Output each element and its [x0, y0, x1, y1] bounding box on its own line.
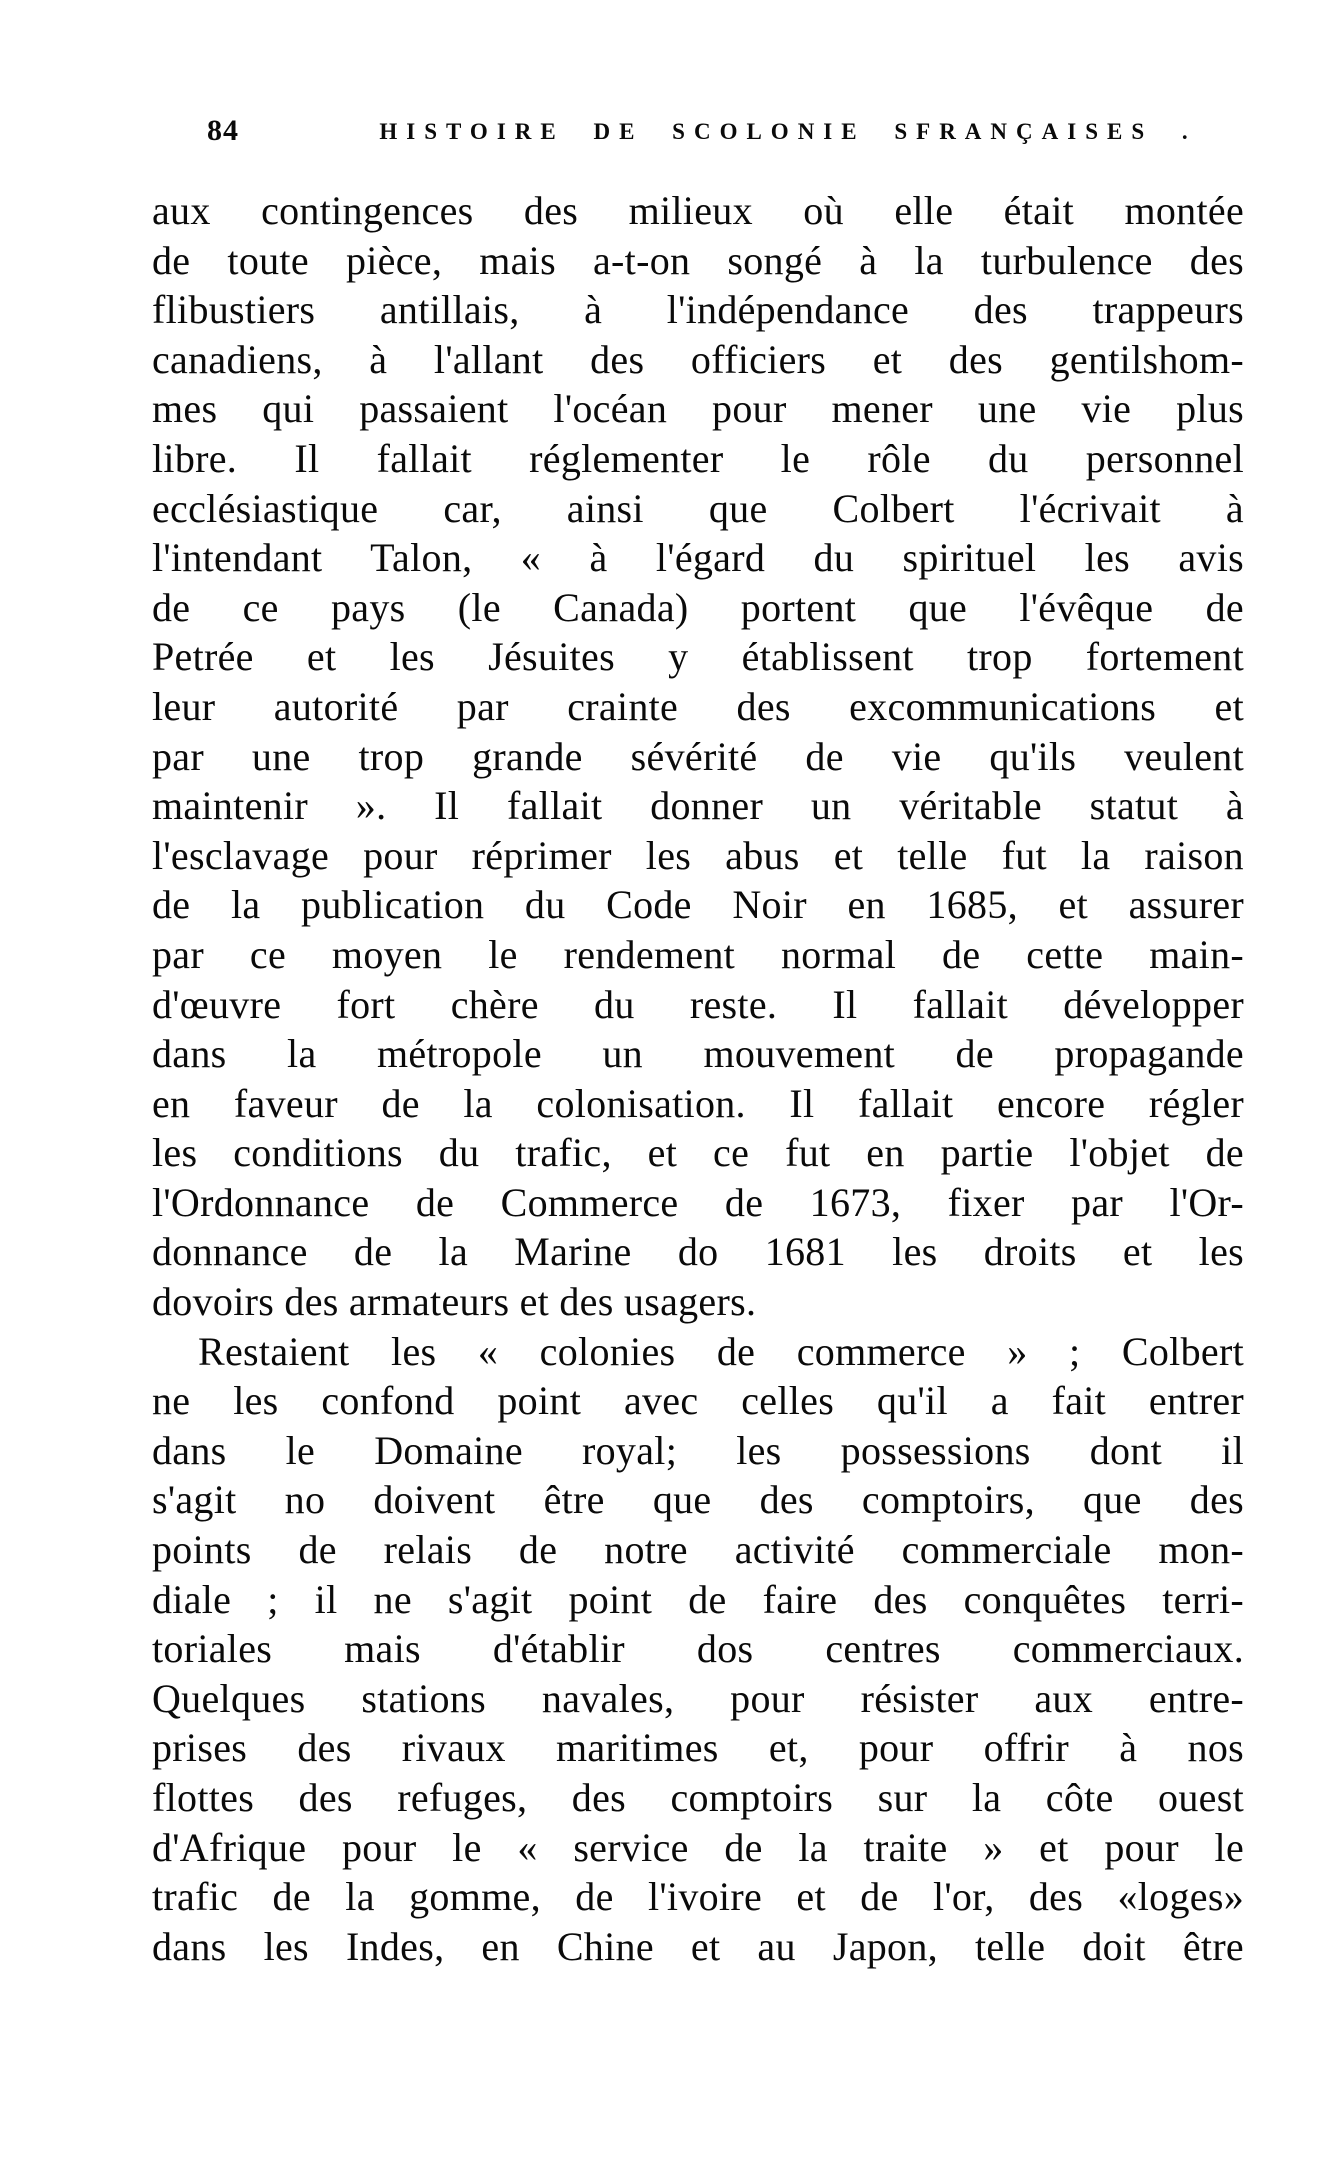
text-line: par une trop grande sévérité de vie qu'ils veulent	[152, 733, 1244, 779]
text-line: de ce pays (le Canada) portent que l'évêque de	[152, 584, 1244, 630]
text-line: dans les Indes, en Chine et au Japon, telle doit être	[152, 1923, 1244, 1969]
text-line: dans le Domaine royal; les possessions dont il	[152, 1427, 1244, 1473]
text-line: ecclésiastique car, ainsi que Colbert l'écrivait à	[152, 485, 1244, 531]
text-line: de la publication du Code Noir en 1685, et assurer	[152, 882, 1244, 928]
text-line: l'esclavage pour réprimer les abus et telle fut la raison	[152, 832, 1244, 878]
page-number: 84	[207, 114, 239, 147]
text-line: prises des rivaux maritimes et, pour offrir à nos	[152, 1725, 1244, 1771]
text-line: Restaient les « colonies de commerce » ; Colbert	[198, 1328, 1244, 1374]
text-line: d'Afrique pour le « service de la traite » et pour le	[152, 1824, 1244, 1870]
paragraph	[152, 1327, 1244, 1972]
text-line: toriales mais d'établir dos centres commerciaux.	[152, 1626, 1244, 1672]
text-line: Petrée et les Jésuites y établissent trop fortement	[152, 634, 1244, 680]
text-line: canadiens, à l'allant des officiers et des gentilshom-	[152, 336, 1244, 382]
text-line: points de relais de notre activité commerciale mon-	[152, 1527, 1244, 1573]
text-line: maintenir ». Il fallait donner un véritable statut à	[152, 783, 1244, 829]
body-text	[152, 186, 1244, 1971]
text-line: l'Ordonnance de Commerce de 1673, fixer par l'Or-	[152, 1179, 1244, 1225]
text-line: diale ; il ne s'agit point de faire des conquêtes terri-	[152, 1576, 1244, 1622]
text-line: les conditions du trafic, et ce fut en partie l'objet de	[152, 1130, 1244, 1176]
text-line: flottes des refuges, des comptoirs sur la côte ouest	[152, 1775, 1244, 1820]
text-line: l'intendant Talon, « à l'égard du spirituel les avis	[152, 535, 1244, 581]
running-title: HISTOIRE DE SCOLONIE SFRANÇAISES .	[379, 119, 1197, 144]
text-line: d'œuvre fort chère du reste. Il fallait développer	[152, 981, 1244, 1027]
text-line: trafic de la gomme, de l'ivoire et de l'or, des «loges»	[152, 1874, 1244, 1920]
page-header	[152, 112, 1244, 156]
text-line: mes qui passaient l'océan pour mener une vie plus	[152, 386, 1244, 432]
text-line: donnance de la Marine do 1681 les droits et les	[152, 1229, 1244, 1275]
text-line: par ce moyen le rendement normal de cette main-	[152, 931, 1244, 977]
text-line: flibustiers antillais, à l'indépendance des trappeurs	[152, 287, 1244, 333]
text-line: leur autorité par crainte des excommunications et	[152, 683, 1244, 729]
text-line: de toute pièce, mais a-t-on songé à la turbulence des	[152, 237, 1244, 283]
text-line: dans la métropole un mouvement de propagande	[152, 1031, 1244, 1077]
text-line: libre. Il fallait réglementer le rôle du personnel	[152, 435, 1244, 481]
paragraph	[152, 186, 1244, 1327]
text-line: s'agit no doivent être que des comptoirs, que des	[152, 1477, 1244, 1523]
text-line: aux contingences des milieux où elle était montée	[152, 188, 1244, 233]
text-line: dovoirs des armateurs et des usagers.	[152, 1279, 757, 1325]
text-line: Quelques stations navales, pour résister aux entre-	[152, 1675, 1244, 1721]
text-line: ne les confond point avec celles qu'il a fait entrer	[152, 1378, 1244, 1424]
text-line: en faveur de la colonisation. Il fallait encore régler	[152, 1080, 1244, 1126]
